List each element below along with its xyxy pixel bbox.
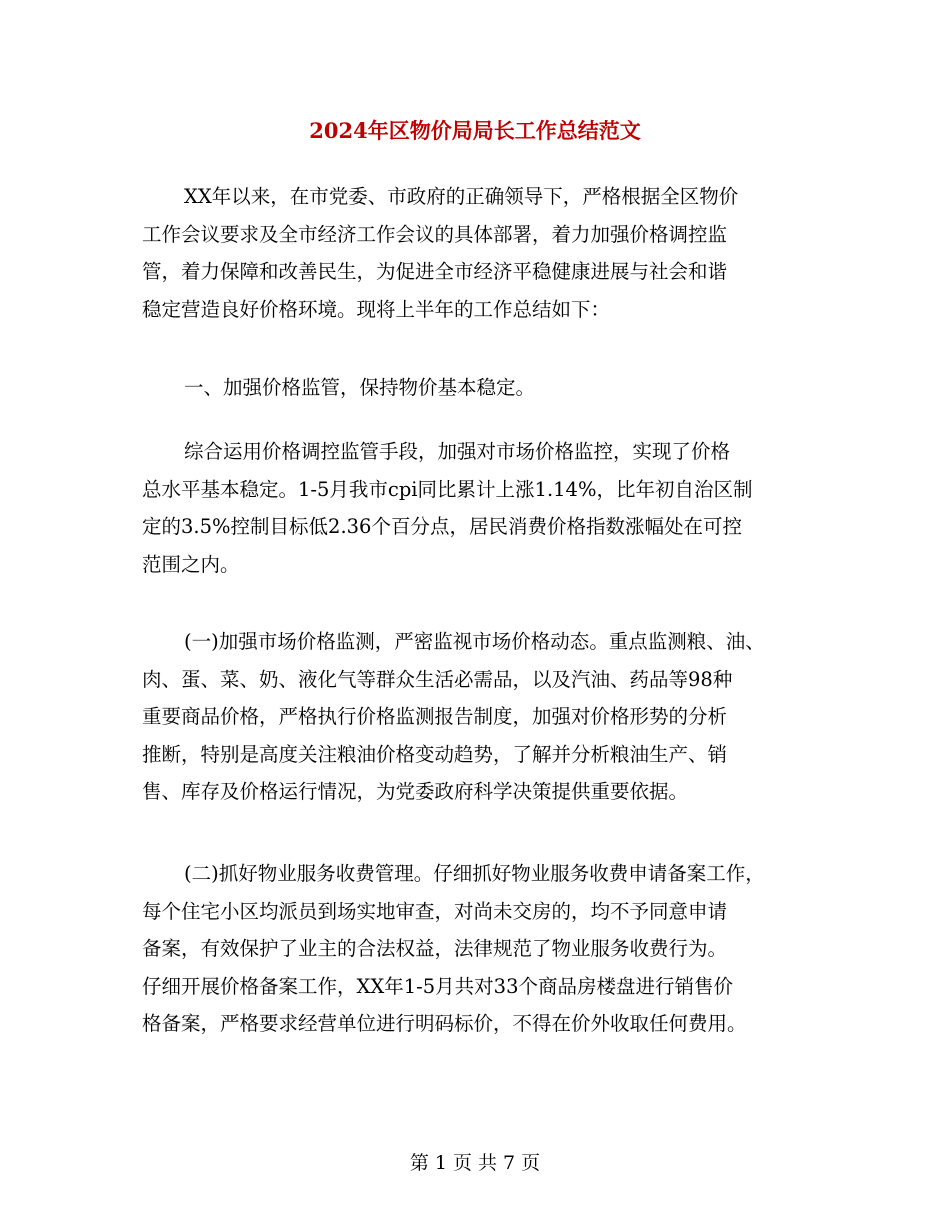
paragraph-property-fees bbox=[142, 855, 812, 1043]
text-line: 格备案，严格要求经营单位进行明码标价，不得在价外收取任何费用。 bbox=[142, 1012, 747, 1035]
page-number-footer: 第 1 页 共 7 页 bbox=[409, 1152, 541, 1174]
section-heading-1 bbox=[142, 369, 812, 407]
text-line: XX年以来，在市党委、市政府的正确领导下，严格根据全区物价 bbox=[184, 185, 739, 208]
text-line: 管，着力保障和改善民生，为促进全市经济平稳健康进展与社会和谐 bbox=[142, 260, 728, 283]
text-line: (一)加强市场价格监测，严密监视市场价格动态。重点监测粮、油、 bbox=[184, 630, 765, 653]
paragraph-market-monitoring bbox=[142, 623, 812, 811]
text-line: 售、库存及价格运行情况，为党委政府科学决策提供重要依据。 bbox=[142, 780, 689, 803]
text-line: 每个住宅小区均派员到场实地审查，对尚未交房的，均不予同意申请 bbox=[142, 899, 728, 923]
text-line: 推断，特别是高度关注粮油价格变动趋势，了解并分析粮油生产、销 bbox=[142, 742, 728, 766]
text-line: 综合运用价格调控监管手段，加强对市场价格监控，实现了价格 bbox=[184, 440, 731, 463]
text-line: 稳定营造良好价格环境。现将上半年的工作总结如下： bbox=[142, 297, 611, 321]
document-title: 2024年区物价局局长工作总结范文 bbox=[309, 118, 641, 143]
text-line: 范围之内。 bbox=[142, 552, 240, 576]
paragraph-price-overview bbox=[142, 433, 812, 583]
text-line: 备案，有效保护了业主的合法权益，法律规范了物业服务收费行为。 bbox=[142, 937, 728, 960]
paragraph-intro bbox=[142, 178, 812, 328]
text-line: 仔细开展价格备案工作，XX年1-5月共对33个商品房楼盘进行销售价 bbox=[142, 974, 733, 998]
text-line: (二)抓好物业服务收费管理。仔细抓好物业服务收费申请备案工作， bbox=[184, 862, 765, 885]
text-line: 重要商品价格，严格执行价格监测报告制度，加强对价格形势的分析 bbox=[142, 705, 728, 728]
text-line: 肉、蛋、菜、奶、液化气等群众生活必需品，以及汽油、药品等98种 bbox=[142, 667, 733, 691]
text-line: 一、加强价格监管，保持物价基本稳定。 bbox=[184, 376, 536, 399]
text-line: 工作会议要求及全市经济工作会议的具体部署，着力加强价格调控监 bbox=[142, 222, 728, 246]
text-line: 总水平基本稳定。1-5月我市cpi同比累计上涨1.14%，比年初自治区制 bbox=[142, 477, 753, 501]
text-line: 定的3.5%控制目标低2.36个百分点，居民消费价格指数涨幅处在可控 bbox=[142, 515, 742, 538]
